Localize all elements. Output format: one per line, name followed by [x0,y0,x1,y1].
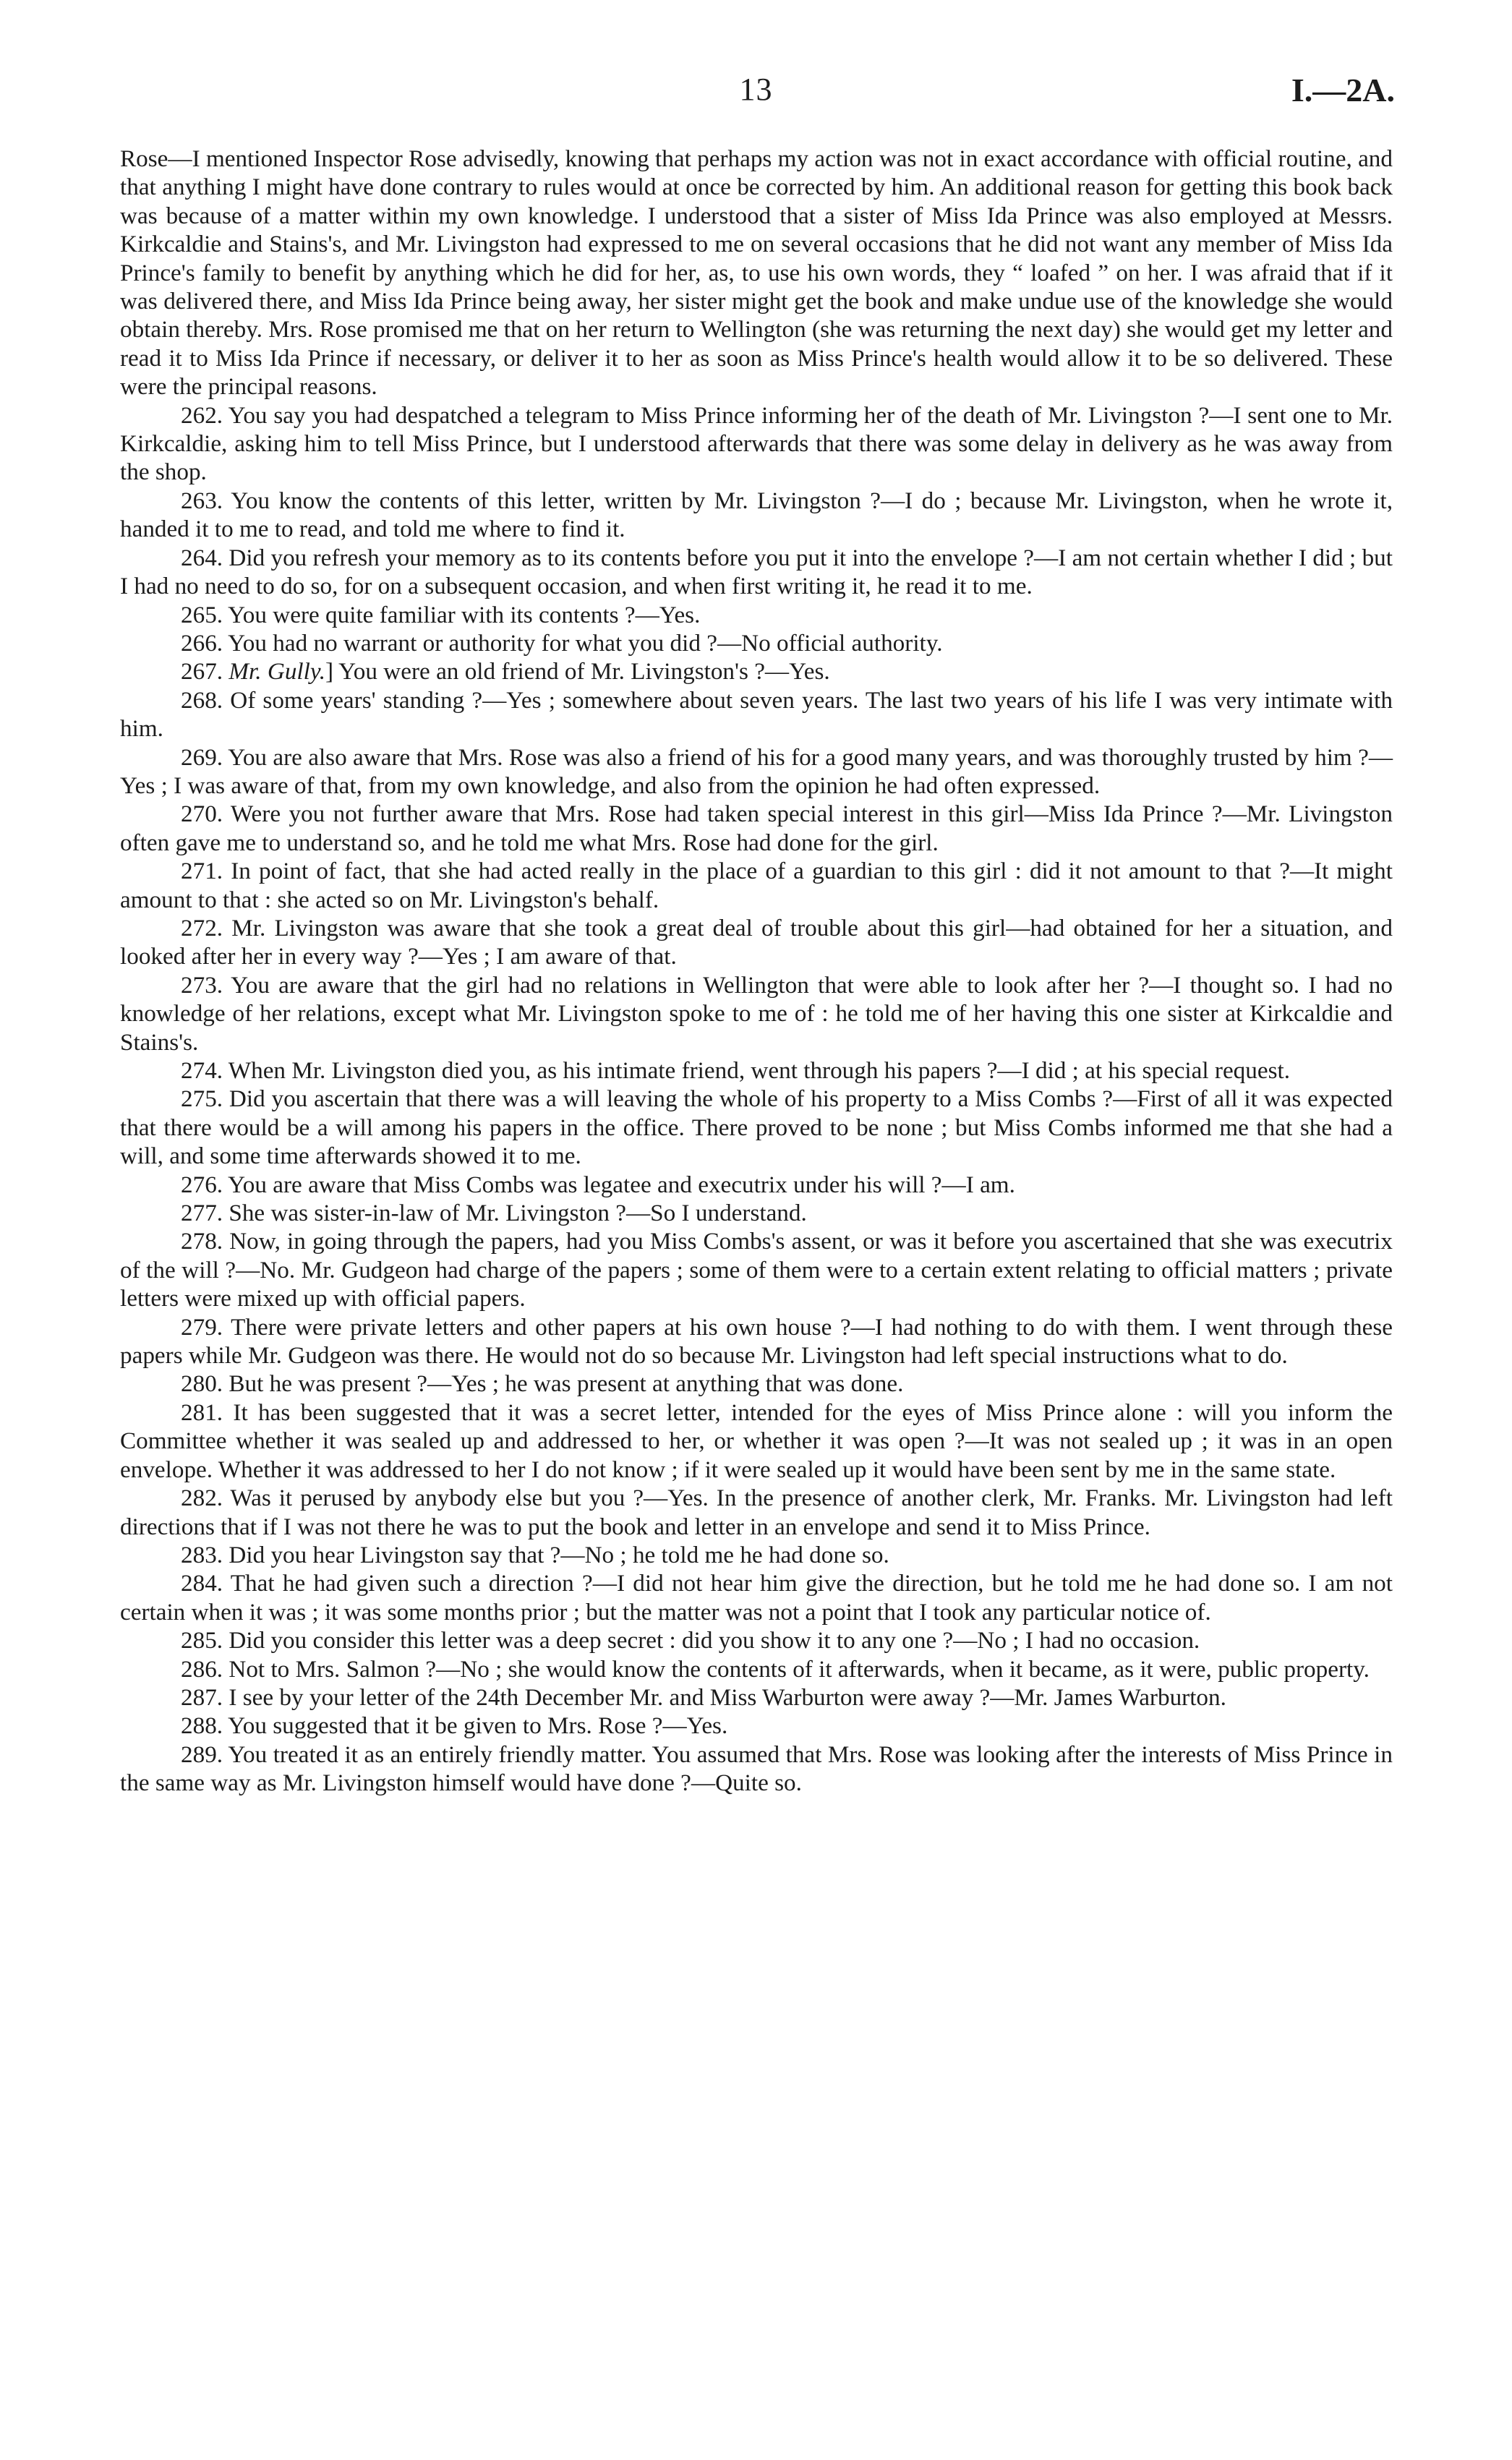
question-288: 288. You suggested that it be given to Mrs. Rose ?—Yes. [181,1712,728,1740]
question-268: 268. Of some years' standing ?—Yes ; somewhere about seven years. The last two years of his life I was very intimate with him. [120,686,1393,743]
question-289: 289. You treated it as an entirely friendly matter. You assumed that Mrs. Rose was looking after the interests of Miss Prince in the same way as Mr. Livingston himself would have done ?—Quite so. [120,1741,1393,1797]
question-266: 266. You had no warrant or authority for what you did ?—No official authority. [181,629,943,657]
question-271: 271. In point of fact, that she had acted really in the place of a guardian to this girl : did it not amount to that ?—It might amount to that : she acted so on Mr. Livingston's behalf. [120,858,1393,913]
question-281: 281. It has been suggested that it was a secret letter, intended for the eyes of Miss Prince alone : will you inform the Committee whether it was sealed up and addressed to her, or whether it was open ?—It was not sealed up ; it was in an open envelope. Whether it was addressed to her I do not know ; if it were sealed up it would have been sent by me in the same state. [120,1398,1393,1483]
question-279: 279. There were private letters and other papers at his own house ?—I had nothing to do with them. I went through these papers while Mr. Gudgeon was there. He would not do so because Mr. Livingston had left special instructions what to do. [120,1313,1393,1370]
question-274: 274. When Mr. Livingston died you, as his intimate friend, went through his papers ?—I did ; at his special request. [181,1057,1291,1084]
question-265: 265. You were quite familiar with its contents ?—Yes. [181,601,701,628]
page-number: 13 [739,72,773,107]
question-264: 264. Did you refresh your memory as to its contents before you put it into the envelope ?—I am not certain whether I did ; but I had no need to do so, for on a subsequent occasion, and when first writing it, he read it to me. [120,544,1393,600]
question-280: 280. But he was present ?—Yes ; he was present at anything that was done. [181,1370,904,1398]
question-282: 282. Was it perused by anybody else but you ?—Yes. In the presence of another clerk, Mr. Franks. Mr. Livingston had left directions that if I was not there he was to put the book and letter in an envelope and send it to Miss Prince. [120,1485,1393,1540]
question-270: 270. Were you not further aware that Mrs. Rose had taken special interest in this girl—Miss Ida Prince ?—Mr. Livingston often gave me to understand so, and he told me what Mrs. Rose had done for the girl. [120,800,1393,856]
question-272: 272. Mr. Livingston was aware that she took a great deal of trouble about this girl—had obtained for her a situation, and looked after her in every way ?—Yes ; I am aware of that. [120,914,1393,970]
question-287: 287. I see by your letter of the 24th December Mr. and Miss Warburton were away ?—Mr. James Warburton. [181,1683,1226,1711]
question-286: 286. Not to Mrs. Salmon ?—No ; she would know the contents of it afterwards, when it became, as it were, public property. [181,1655,1370,1683]
question-273: 273. You are aware that the girl had no relations in Wellington that were able to look after her ?—I thought so. I had no knowledge of her relations, except what Mr. Livingston spoke to me of : he told me of her having this one sister at Kirkcaldie and Stains's. [120,971,1393,1056]
question-283: 283. Did you hear Livingston say that ?—No ; he told me he had done so. [181,1541,889,1568]
evidence-transcript [120,145,1393,1798]
question-285: 285. Did you consider this letter was a deep secret : did you show it to any one ?—No ; I had no occasion. [181,1627,1200,1654]
question-277: 277. She was sister-in-law of Mr. Livingston ?—So I understand. [181,1200,807,1227]
question-text: ] You were an old friend of Mr. Livingston's ?—Yes. [325,658,830,686]
question-262: 262. You say you had despatched a telegram to Miss Prince informing her of the death of Mr. Livingston ?—I sent one to Mr. Kirkcaldie, asking him to tell Miss Prince, but I understood afterwards that there was some delay in delivery as he was away from the shop. [120,401,1393,486]
speaker-name: Mr. Gully. [228,658,326,686]
question-267 [120,657,1393,686]
document-reference: I.—2A. [1291,72,1395,108]
question-269: 269. You are also aware that Mrs. Rose was also a friend of his for a good many years, and was thoroughly trusted by him ?—Yes ; I was aware of that, from my own knowledge, and also from the opinion he had often expressed. [120,743,1393,799]
question-263: 263. You know the contents of this letter, written by Mr. Livingston ?—I do ; because Mr. Livingston, when he wrote it, handed it to me to read, and told me where to find it. [120,487,1393,543]
question-number: 267. [181,658,229,686]
question-276: 276. You are aware that Miss Combs was legatee and executrix under his will ?—I am. [181,1171,1015,1198]
paragraph-continuation: Rose—I mentioned Inspector Rose advisedly, knowing that perhaps my action was not in exact accordance with official routine, and that anything I might have done contrary to rules would at once be corrected by him. An additional reason for getting this book back was because of a matter within my own knowledge. I understood that a sister of Miss Ida Prince was also employed at Messrs. Kirkcaldie and Stains's, and Mr. Livingston had expressed to me on several occasions that he did not want any member of Miss Ida Prince's family to benefit by anything which he did for her, as, to use his own words, they “ loafed ” on her. I was afraid that if it was delivered there, and Miss Ida Prince being away, her sister might get the book and make undue use of the knowledge she would obtain thereby. Mrs. Rose promised me that on her return to Wellington (she was returning the next day) she would get my letter and read it to Miss Ida Prince if necessary, or deliver it to her as soon as Miss Prince's health would allow it to be so delivered. These were the principal reasons. [120,145,1393,401]
question-275: 275. Did you ascertain that there was a will leaving the whole of his property to a Miss Combs ?—First of all it was expected that there would be a will among his papers in the office. There proved to be none ; but Miss Combs informed me that she had a will, and some time afterwards showed it to me. [120,1085,1393,1170]
question-278: 278. Now, in going through the papers, had you Miss Combs's assent, or was it before you ascertained that she was executrix of the will ?—No. Mr. Gudgeon had charge of the papers ; some of them were to a certain extent relating to official matters ; private letters were mixed up with official papers. [120,1228,1393,1312]
question-284: 284. That he had given such a direction ?—I did not hear him give the direction, but he told me he had done so. I am not certain when it was ; it was some months prior ; but the matter was not a point that I took any particular notice of. [120,1570,1393,1626]
